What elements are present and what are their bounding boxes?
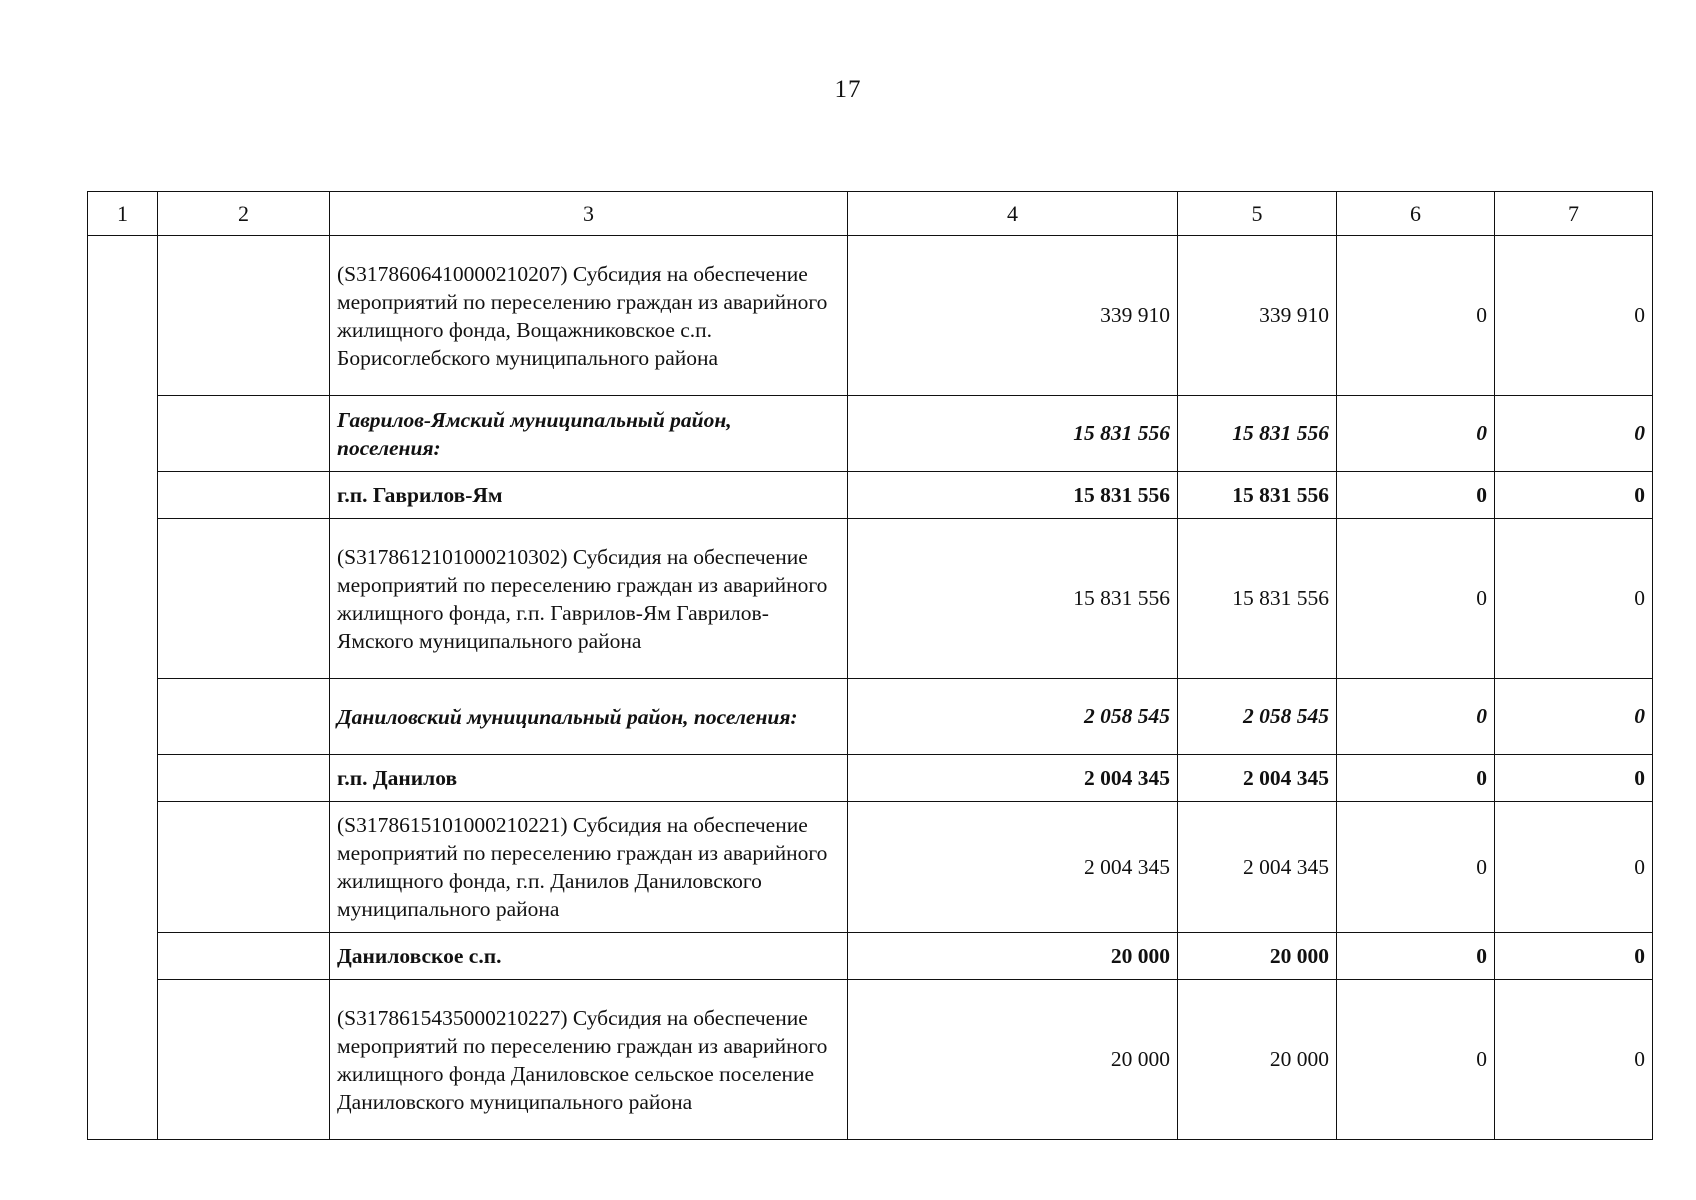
cell-col-2 [158,472,330,519]
cell-description: г.п. Гаврилов-Ям [330,472,848,519]
cell-col-5: 15 831 556 [1178,472,1337,519]
header-col-6: 6 [1337,192,1495,236]
cell-col-6: 0 [1337,679,1495,755]
header-col-2: 2 [158,192,330,236]
cell-col-4: 2 004 345 [848,802,1178,933]
cell-description: (S3178615101000210221) Субсидия на обеспечение мероприятий по переселению граждан из аварийного жилищного фонда, г.п. Данилов Даниловского муниципального района [330,802,848,933]
cell-description: (S3178612101000210302) Субсидия на обеспечение мероприятий по переселению граждан из аварийного жилищного фонда, г.п. Гаврилов-Ям Гаврилов-Ямского муниципального района [330,519,848,679]
cell-col-2 [158,980,330,1140]
cell-col-5: 2 004 345 [1178,755,1337,802]
cell-col-7: 0 [1495,755,1653,802]
cell-col-1-merged [88,236,158,1140]
cell-col-7: 0 [1495,980,1653,1140]
cell-description: Даниловское с.п. [330,933,848,980]
header-col-3: 3 [330,192,848,236]
cell-description: г.п. Данилов [330,755,848,802]
cell-description: Даниловский муниципальный район, поселения: [330,679,848,755]
cell-col-4: 15 831 556 [848,519,1178,679]
header-row [88,192,1653,236]
cell-col-2 [158,396,330,472]
cell-col-7: 0 [1495,396,1653,472]
cell-description: (S3178606410000210207) Субсидия на обеспечение мероприятий по переселению граждан из аварийного жилищного фонда, Вощажниковское с.п. Борисоглебского муниципального района [330,236,848,396]
cell-col-2 [158,679,330,755]
cell-col-4: 2 004 345 [848,755,1178,802]
cell-col-7: 0 [1495,679,1653,755]
cell-col-6: 0 [1337,396,1495,472]
cell-col-6: 0 [1337,519,1495,679]
cell-col-2 [158,236,330,396]
cell-col-6: 0 [1337,980,1495,1140]
cell-description: Гаврилов-Ямский муниципальный район, поселения: [330,396,848,472]
cell-col-2 [158,519,330,679]
cell-col-5: 339 910 [1178,236,1337,396]
cell-col-4: 20 000 [848,980,1178,1140]
table-row [88,679,1653,755]
cell-col-2 [158,933,330,980]
header-col-5: 5 [1178,192,1337,236]
cell-col-5: 2 058 545 [1178,679,1337,755]
cell-col-7: 0 [1495,933,1653,980]
table-row [88,802,1653,933]
cell-description: (S3178615435000210227) Субсидия на обеспечение мероприятий по переселению граждан из аварийного жилищного фонда Даниловское сельское поселение Даниловского муниципального района [330,980,848,1140]
cell-col-6: 0 [1337,236,1495,396]
cell-col-5: 2 004 345 [1178,802,1337,933]
cell-col-6: 0 [1337,472,1495,519]
cell-col-4: 339 910 [848,236,1178,396]
table-row [88,980,1653,1140]
cell-col-5: 20 000 [1178,980,1337,1140]
cell-col-2 [158,802,330,933]
table-row [88,933,1653,980]
cell-col-4: 15 831 556 [848,396,1178,472]
header-col-1: 1 [88,192,158,236]
budget-table [87,191,1653,1140]
cell-col-6: 0 [1337,933,1495,980]
cell-col-7: 0 [1495,236,1653,396]
header-col-4: 4 [848,192,1178,236]
cell-col-4: 15 831 556 [848,472,1178,519]
cell-col-7: 0 [1495,802,1653,933]
header-col-7: 7 [1495,192,1653,236]
cell-col-7: 0 [1495,519,1653,679]
cell-col-5: 20 000 [1178,933,1337,980]
cell-col-7: 0 [1495,472,1653,519]
table-row [88,755,1653,802]
table-row [88,396,1653,472]
table-row [88,236,1653,396]
table-row [88,519,1653,679]
cell-col-6: 0 [1337,755,1495,802]
cell-col-5: 15 831 556 [1178,519,1337,679]
cell-col-5: 15 831 556 [1178,396,1337,472]
table-row [88,472,1653,519]
cell-col-2 [158,755,330,802]
page-number: 17 [834,76,862,103]
cell-col-4: 20 000 [848,933,1178,980]
cell-col-6: 0 [1337,802,1495,933]
cell-col-4: 2 058 545 [848,679,1178,755]
